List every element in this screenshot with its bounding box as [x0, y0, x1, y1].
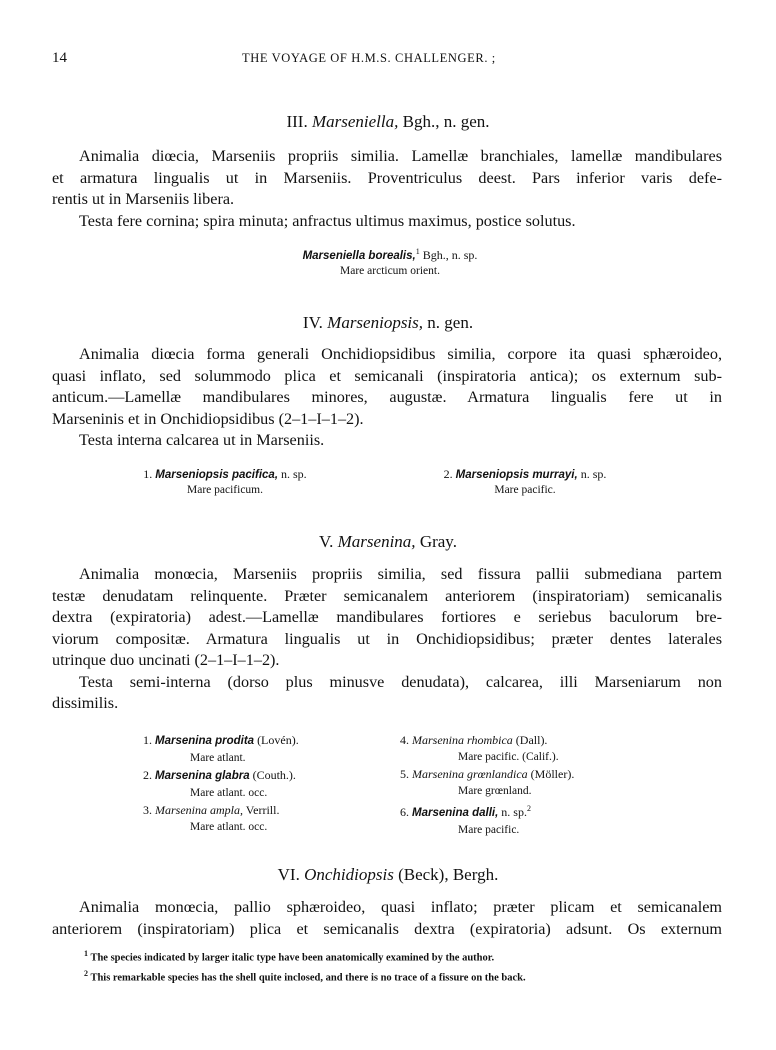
marsenina-list-right	[400, 732, 574, 839]
list-item: 5. Marsenina grœnlandica (Möller). Mare grœnland.	[400, 767, 575, 797]
section-heading-vi: VI. Onchidiopsis (Beck), Bergh.	[277, 865, 499, 884]
species-marseniella-borealis: Marseniella borealis,$^1$ Bgh., n. sp. Mare arcticum orient.	[302, 247, 478, 277]
running-head	[52, 50, 724, 70]
page-number: 14	[52, 50, 67, 66]
list-item: 1. Marsenina prodita (Lovén). Mare atlant.	[143, 733, 299, 764]
footnote-1: $^1$ The species indicated by larger italic type have been anatomically examined by the author.	[84, 949, 495, 964]
section-iv-text: Animalia diœcia forma generali Onchidiopsidibus similia, corpore ita quasi sphæroideo, quasi inflato, sed solummodo plica et semicanali (inspiratoria antica); os externum sub- anticum.—Lamellæ mandibulares minores, augustæ. Armatura lingualis fere ut in Marseninis et in Onchidiopsidibus (2–1–I–1–2). Testa interna calcarea ut in Marseniis.	[52, 345, 722, 449]
list-item: 3. Marsenina ampla, Verrill. Mare atlant. occ.	[143, 803, 280, 833]
list-item: 4. Marsenina rhombica (Dall). Mare pacific. (Calif.).	[400, 733, 559, 763]
section-heading-v: V. Marsenina, Gray.	[319, 532, 457, 551]
list-item: 6. Marsenina dalli, n. sp.$^2$ Mare pacific.	[400, 804, 531, 836]
section-vi-text: Animalia monœcia, pallio sphæroideo, quasi inflato; præter plicam et semicanalem anteriorem (inspiratoriam) plica et semicanalis dextra (expiratoria) adsunt. Os externum	[52, 898, 722, 938]
marsenina-list-left	[143, 732, 299, 836]
section-v-text: Animalia monœcia, Marseniis propriis similia, sed fissura pallii submediana partem testæ denudatam relinquente. Præter semicanalem anteriorem (inspiratoriam) semicanalis dextra (expiratoria) adest.—Lamellæ mandibulares fortiores e seriebus baculorum bre- viorum compositæ. Armatura lingualis ut in Onchidiopsidibus; præter dentes laterales utrinque duo uncinati (2–1–I–1–2). Testa semi-interna (dorso plus minusve denudata), calcarea, illi Marseniarum non dissimilis.	[52, 565, 722, 712]
footnotes	[84, 946, 724, 985]
footnote-2: $^2$ This remarkable species has the shell quite inclosed, and there is no trace of a fissure on the back.	[84, 968, 526, 983]
section-iii-text: Animalia diœcia, Marseniis propriis similia. Lamellæ branchiales, lamellæ mandibulares et armatura lingualis ut in Marseniis. Proventriculus deest. Pars inferior varis defe- rentis ut in Marseniis libera. Testa fere cornina; spira minuta; anfractus ultimus maximus, postice solutus.	[52, 147, 722, 230]
running-title: THE VOYAGE OF H.M.S. CHALLENGER. ;	[242, 51, 496, 65]
section-heading-iii: III. Marseniella, Bgh., n. gen.	[286, 112, 490, 131]
species-marseniopsis-murrayi: 2. Marseniopsis murrayi, n. sp. Mare pacific.	[443, 467, 607, 496]
section-heading-iv: IV. Marseniopsis, n. gen.	[302, 313, 474, 332]
species-marseniopsis-pacifica: 1. Marseniopsis pacifica, n. sp. Mare pacificum.	[143, 467, 307, 496]
list-item: 2. Marsenina glabra (Couth.). Mare atlant. occ.	[143, 768, 296, 799]
